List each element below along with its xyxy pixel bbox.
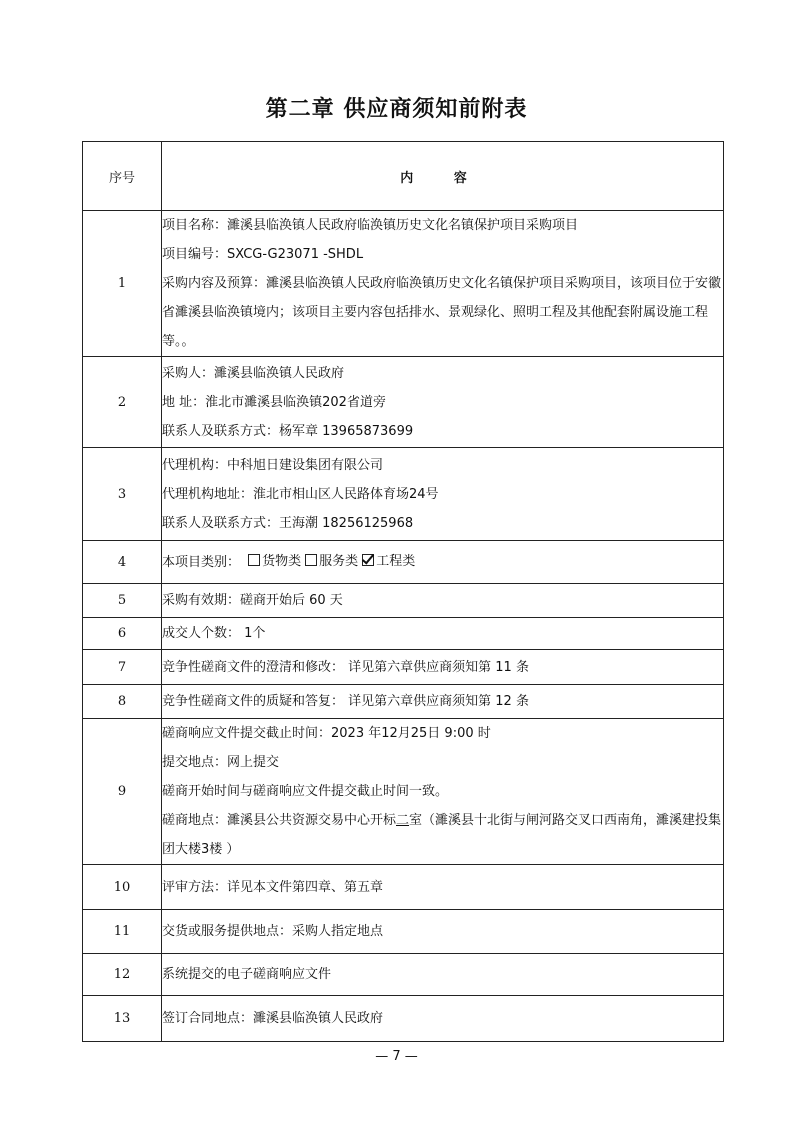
negotiation-place-suffix: 室（濉溪县十北街与闸河路交叉口西南角，濉溪建投集团大楼3楼 ） — [162, 813, 722, 857]
checkbox-services[interactable] — [305, 554, 317, 566]
purchaser-address: 地 址：淮北市濉溪县临涣镇202省道旁 — [162, 394, 386, 410]
row-content — [162, 685, 724, 719]
checkbox-goods[interactable] — [248, 554, 260, 566]
row-content — [162, 357, 724, 448]
category-options — [244, 550, 415, 569]
table-row — [83, 685, 724, 719]
submission-place: 提交地点：网上提交 — [162, 755, 280, 770]
row-number: 9 — [83, 719, 162, 865]
delivery-place: 交货或服务提供地点：采购人指定地点 — [162, 924, 384, 939]
row-number: 12 — [83, 954, 162, 996]
table-row — [83, 719, 724, 865]
evaluation-method: 评审方法：详见本文件第四章、第五章 — [162, 879, 384, 895]
table-row — [83, 910, 724, 954]
table-row — [83, 954, 724, 996]
row-number: 1 — [83, 211, 162, 357]
header-content: 内 容 — [162, 142, 724, 211]
row-number: 13 — [83, 996, 162, 1042]
row-number: 8 — [83, 685, 162, 719]
table-row — [83, 211, 724, 357]
table-row — [83, 618, 724, 650]
row-content — [162, 954, 724, 996]
clarification: 竞争性磋商文件的澄清和修改： 详见第六章供应商须知第 11 条 — [162, 659, 529, 675]
agency: 代理机构：中科旭日建设集团有限公司 — [162, 457, 384, 473]
row-content — [162, 211, 724, 357]
row-content — [162, 541, 724, 584]
row-number: 2 — [83, 357, 162, 448]
checkbox-engineering[interactable] — [362, 554, 374, 566]
row-number: 4 — [83, 541, 162, 584]
contract-place: 签订合同地点：濉溪县临涣镇人民政府 — [162, 1011, 384, 1026]
table-row — [83, 584, 724, 618]
page-number: — 7 — — [375, 1049, 418, 1064]
option-services: 服务类 — [319, 554, 359, 569]
purchaser-contact: 联系人及联系方式：杨军章 13965873699 — [162, 423, 414, 439]
validity-period: 采购有效期：磋商开始后 60 天 — [162, 593, 343, 608]
row-content — [162, 865, 724, 910]
negotiation-place — [162, 806, 723, 864]
table-header-row — [83, 142, 724, 211]
row-content — [162, 448, 724, 541]
table-row — [83, 650, 724, 685]
procurement-scope: 采购内容及预算：濉溪县临涣镇人民政府临涣镇历史文化名镇保护项目采购项目，该项目位于安徽省濉溪县临涣镇境内；该项目主要内容包括排水、景观绿化、照明工程及其他配套附属设施工程等。。 — [162, 276, 722, 349]
row-number: 3 — [83, 448, 162, 541]
row-number: 6 — [83, 618, 162, 650]
agency-address: 代理机构地址：淮北市相山区人民路体育场24号 — [162, 486, 439, 502]
row-content — [162, 650, 724, 685]
row-number: 7 — [83, 650, 162, 685]
project-code: 项目编号：SXCG-G23071 -SHDL — [162, 247, 364, 262]
annex-table — [82, 141, 724, 1042]
option-engineering: 工程类 — [376, 554, 416, 569]
page-title: 第二章 供应商须知前附表 — [265, 96, 528, 122]
inquiry-reply: 竞争性磋商文件的质疑和答复： 详见第六章供应商须知第 12 条 — [162, 694, 529, 709]
header-no: 序号 — [83, 142, 162, 211]
negotiation-room: 二 — [396, 813, 410, 828]
row-content — [162, 584, 724, 618]
option-goods: 货物类 — [262, 554, 302, 569]
table-row — [83, 996, 724, 1042]
category-label: 本项目类别： — [162, 554, 241, 570]
row-number: 11 — [83, 910, 162, 954]
row-number: 5 — [83, 584, 162, 618]
negotiation-place-prefix: 磋商地点：濉溪县公共资源交易中心开标 — [162, 813, 397, 828]
submission-deadline: 磋商响应文件提交截止时间：2023 年12月25日 9:00 时 — [162, 726, 491, 741]
table-row — [83, 865, 724, 910]
opening-time-note: 磋商开始时间与磋商响应文件提交截止时间一致。 — [162, 784, 449, 799]
row-content — [162, 910, 724, 954]
row-content — [162, 618, 724, 650]
winner-count: 成交人个数： 1个 — [162, 626, 266, 641]
row-content — [162, 996, 724, 1042]
table-row — [83, 357, 724, 448]
table-row — [83, 448, 724, 541]
table-row — [83, 541, 724, 584]
electronic-submission: 系统提交的电子磋商响应文件 — [162, 967, 332, 982]
purchaser: 采购人：濉溪县临涣镇人民政府 — [162, 365, 345, 381]
row-number: 10 — [83, 865, 162, 910]
project-name: 项目名称：濉溪县临涣镇人民政府临涣镇历史文化名镇保护项目采购项目 — [162, 218, 579, 233]
row-content — [162, 719, 724, 865]
agency-contact: 联系人及联系方式：王海潮 18256125968 — [162, 515, 414, 531]
